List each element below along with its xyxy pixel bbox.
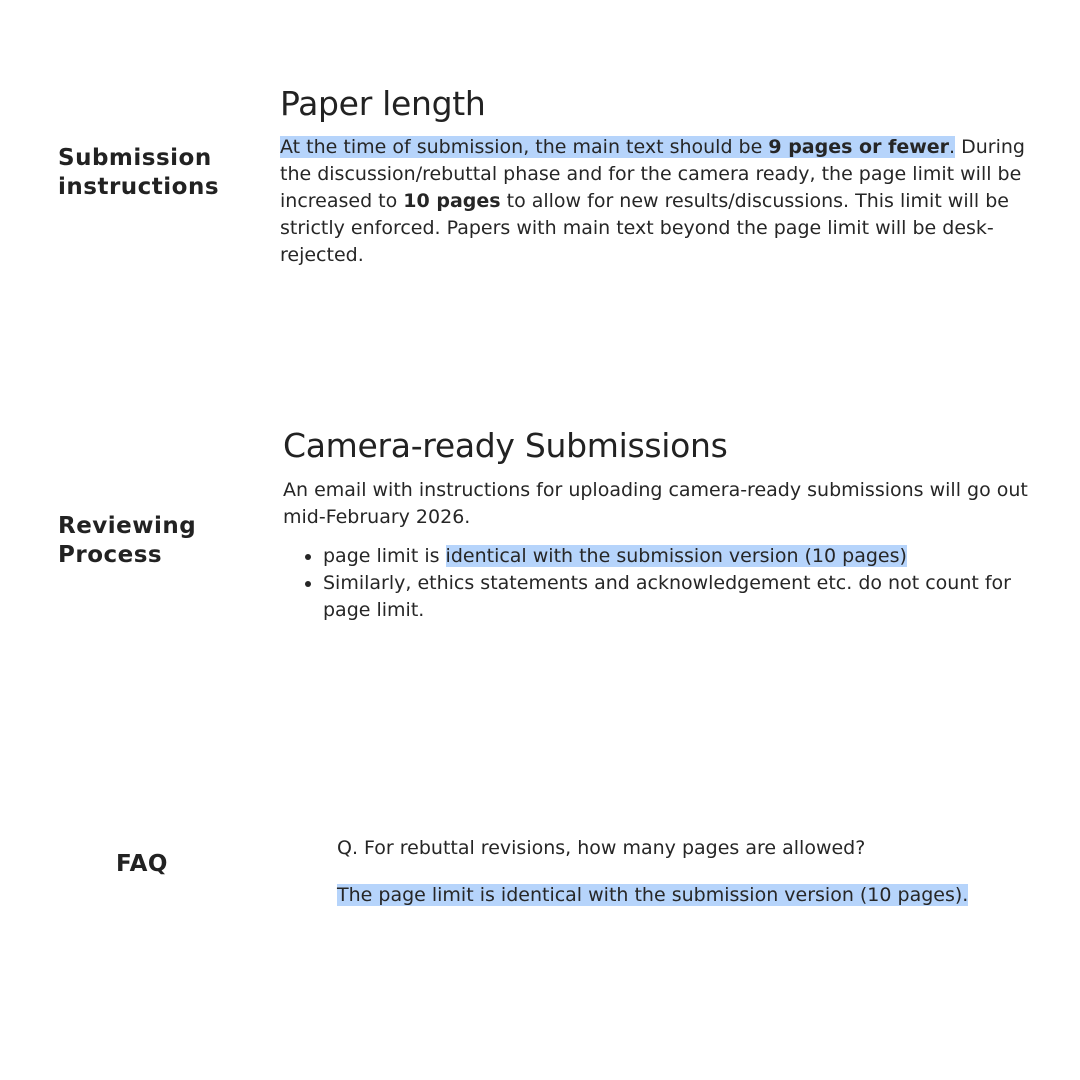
paper-length-paragraph: At the time of submission, the main text should be 9 pages or fewer. During the discussion/rebuttal phase and for the camera ready, the page limit will be increased to 10 pages to allow for new results/discussions. This limit will be strictly enforced. Papers with main text beyond the page limit will be desk-rejected.: [280, 136, 1025, 266]
paper-length-section: [280, 84, 1025, 269]
faq-question: Q. For rebuttal revisions, how many pages are allowed?: [337, 837, 866, 859]
list-item: • Similarly, ethics statements and acknowledgement etc. do not count for page limit.: [323, 570, 1028, 624]
page-count-emphasis: 10 pages: [403, 190, 501, 212]
section-label-line: Process: [58, 542, 163, 568]
faq-label: FAQ: [116, 851, 168, 877]
highlighted-text: The page limit is identical with the submission version (10 pages).: [337, 884, 969, 906]
camera-ready-heading: Camera-ready Submissions: [283, 426, 728, 465]
section-label-line: instructions: [58, 174, 220, 200]
section-label-submission-instructions: [58, 144, 219, 202]
page-count-emphasis: 9 pages or fewer: [768, 136, 950, 158]
section-label-reviewing-process: [58, 512, 196, 570]
highlighted-text: At the time of submission, the main text should be 9 pages or fewer.: [280, 136, 956, 158]
list-item: • page limit is identical with the submission version (10 pages): [323, 543, 1028, 570]
section-label-line: Reviewing: [58, 513, 197, 539]
camera-ready-section: [283, 426, 1028, 624]
highlighted-text: identical with the submission version (10 pages): [445, 545, 907, 567]
paper-length-heading: Paper length: [280, 84, 486, 123]
section-label-line: Submission: [58, 145, 212, 171]
faq-section: [337, 835, 1037, 909]
faq-answer: [337, 882, 1037, 909]
camera-ready-paragraph: An email with instructions for uploading camera-ready submissions will go out mid-February 2026.: [283, 479, 1028, 528]
camera-ready-bullet-list: [283, 543, 1028, 624]
